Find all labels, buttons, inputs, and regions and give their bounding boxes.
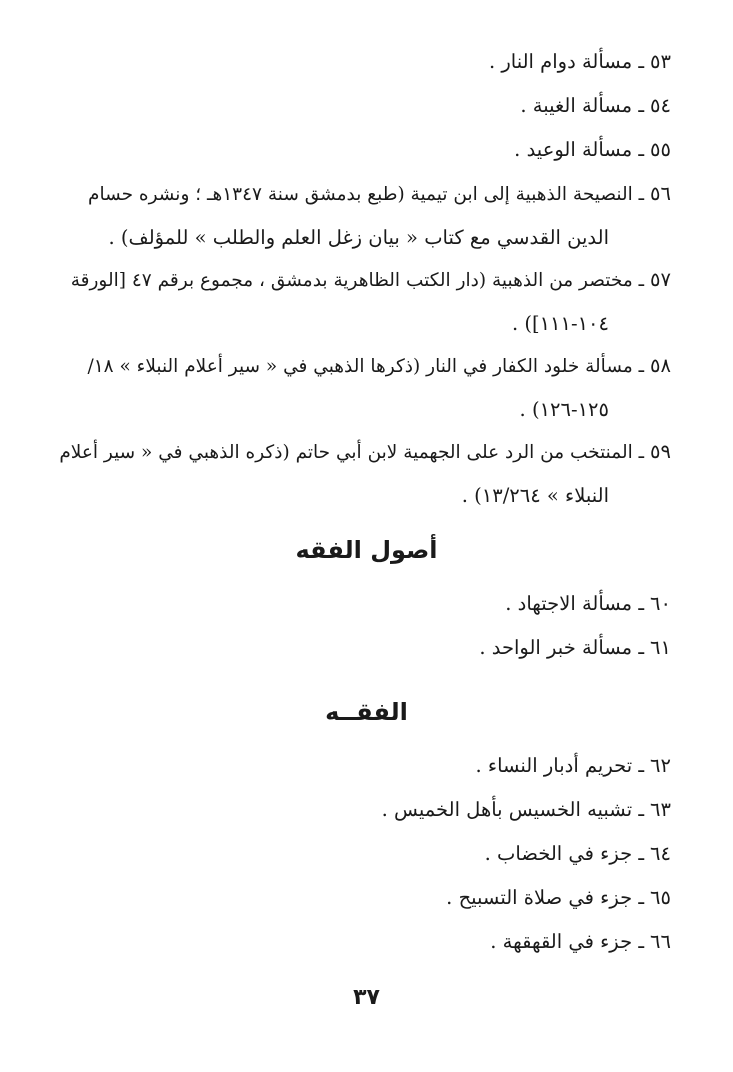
item-text: ـ تحريم أدبار النساء . — [475, 754, 645, 777]
item-text: ـ جزء في القهقهة . — [490, 930, 645, 953]
item-text: ـ مختصر من الذهبية (دار الكتب الظاهرية بدمشق ، مجموع برقم ٤٧ [الورقة — [70, 270, 645, 291]
item-number: ٦٣ — [650, 798, 671, 821]
item-number: ٥٨ — [650, 354, 671, 377]
item-text: ـ مسألة خبر الواحد . — [479, 636, 645, 659]
item-number: ٦٤ — [650, 842, 671, 865]
list-item-65 — [59, 876, 671, 919]
section-heading-usul-al-fiqh: أصول الفقه — [295, 536, 438, 564]
list-item-64 — [59, 832, 671, 875]
list-item-66 — [59, 920, 671, 963]
list-item-63 — [59, 788, 671, 831]
item-text: ـ المنتخب من الرد على الجهمية لابن أبي حاتم (ذكره الذهبي في « سير أعلام — [59, 442, 645, 463]
item-text-continuation: ١٠٤-١١١]) . — [511, 312, 609, 335]
list-item-53 — [59, 40, 671, 83]
list-item-59 — [59, 430, 671, 517]
list-item-58 — [59, 344, 671, 431]
section-heading-al-fiqh: الفقــه — [325, 698, 408, 726]
item-text: ـ تشبيه الخسيس بأهل الخميس . — [381, 798, 645, 821]
item-number: ٦٥ — [650, 886, 671, 909]
list-item-55 — [59, 128, 671, 171]
item-text: ـ مسألة الوعيد . — [514, 138, 645, 161]
item-text: ـ مسألة الغيبة . — [520, 94, 645, 117]
list-item-57 — [59, 258, 671, 345]
list-item-61 — [59, 626, 671, 669]
list-item-62 — [59, 744, 671, 787]
item-text: ـ مسألة خلود الكفار في النار (ذكرها الذهبي في « سير أعلام النبلاء » ١٨/ — [87, 356, 645, 377]
item-text-continuation: النبلاء » ١٣/٢٦٤) . — [461, 484, 609, 507]
item-number: ٥٥ — [650, 138, 671, 161]
item-number: ٦٦ — [650, 930, 671, 953]
item-number: ٥٦ — [650, 182, 671, 205]
item-number: ٥٧ — [650, 268, 671, 291]
item-number: ٦٠ — [650, 592, 671, 615]
item-text: ـ النصيحة الذهبية إلى ابن تيمية (طبع بدمشق سنة ١٣٤٧هـ ؛ ونشره حسام — [87, 184, 645, 205]
list-item-60 — [59, 582, 671, 625]
item-number: ٥٣ — [650, 50, 671, 73]
item-number: ٦٢ — [650, 754, 671, 777]
list-item-56 — [59, 172, 671, 259]
item-text-continuation: الدين القدسي مع كتاب « بيان زغل العلم والطلب » للمؤلف) . — [108, 226, 609, 249]
page-number: ٣٧ — [353, 985, 380, 1010]
item-text-continuation: ١٢٥-١٢٦) . — [519, 398, 609, 421]
item-text: ـ جزء في الخضاب . — [484, 842, 645, 865]
item-number: ٥٩ — [650, 440, 671, 463]
item-text: ـ مسألة الاجتهاد . — [505, 592, 645, 615]
item-text: ـ مسألة دوام النار . — [488, 50, 645, 73]
item-number: ٦١ — [650, 636, 671, 659]
item-text: ـ جزء في صلاة التسبيح . — [446, 886, 645, 909]
item-number: ٥٤ — [650, 94, 671, 117]
list-item-54 — [59, 84, 671, 127]
